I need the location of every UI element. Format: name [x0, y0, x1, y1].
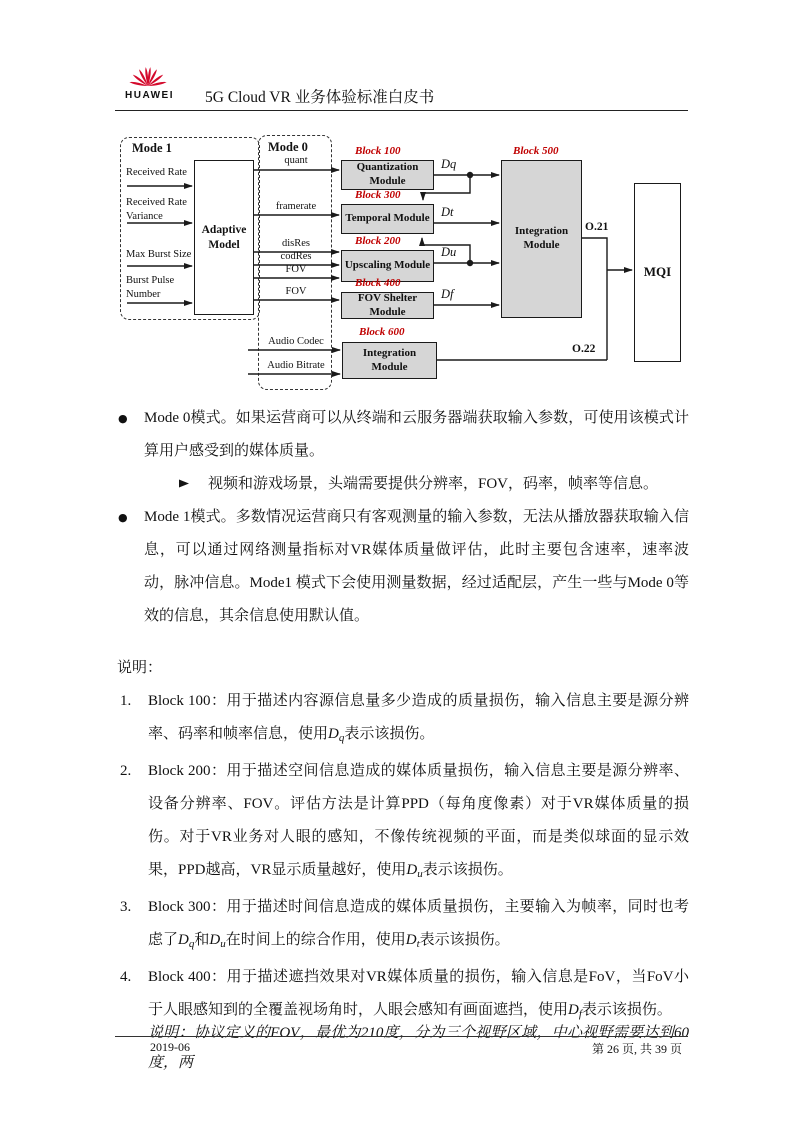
paragraph-text: Block 400：用于描述遮挡效果对VR媒体质量的损伤，输入信息是FoV，当FoV小于人眼感知到的全覆盖视场角时，人眼会感知有画面遮挡，使用$D_f$表示该损伤。 [148, 969, 689, 1020]
note-number: 3. [120, 899, 132, 915]
df-label: Df [441, 287, 454, 301]
note-number: 1. [120, 693, 132, 709]
signal-label: Audio Bitrate [267, 360, 325, 371]
block-600-label: Block 600 [359, 326, 405, 338]
note-number: 2. [120, 763, 132, 779]
paragraph-text: Block 300：用于描述时间信息造成的媒体质量损伤，主要输入为帧率，同时也考虑了$D_q$和$D_u$在时间上的综合作用，使用$D_t$表示该损伤。 [148, 899, 689, 950]
integration-module-box: Integration Module [501, 160, 582, 318]
note-item [115, 755, 689, 891]
signal-label: FOV [285, 264, 307, 275]
input-label: Burst Pulse Number [126, 275, 175, 301]
signal-label: disRes [281, 238, 310, 249]
arrow-bullet-icon [178, 469, 190, 502]
paragraph-text: Block 200：用于描述空间信息造成的媒体质量损伤，输入信息主要是源分辨率、设备分辨率、FOV。评估方法是计算PPD（每角度像素）对于VR媒体质量的损伤。对于VR业务对人眼的感知，不像传统视频的平面，而是类似球面的显示效果，PPD越高，VR显示质量越好，使用$D_u$表示该损伤。 [148, 763, 689, 880]
upscaling-module-box: Upscaling Module [341, 250, 434, 282]
sub-bullet-item [115, 468, 689, 501]
dt-label: Dt [441, 205, 454, 219]
footer-date: 2019-06 [150, 1040, 190, 1054]
fov-shelter-module-box: FOV Shelter Module [341, 292, 434, 319]
block-400-label: Block 400 [355, 277, 401, 289]
block-500-label: Block 500 [513, 145, 559, 157]
input-label: Max Burst Size [126, 249, 192, 260]
page-title: 5G Cloud VR 业务体验标准白皮书 [205, 89, 435, 106]
paragraph-text: Mode 0模式。如果运营商可以从终端和云服务器端获取输入参数，可使用该模式计算用户感受到的媒体质量。 [144, 410, 689, 459]
bullet-icon: ● [118, 412, 128, 425]
adaptive-model-box: Adaptive Model [194, 160, 254, 315]
footnote-text: 说明：协议定义的FOV，最优为210度，分为三个视野区域，中心视野需要达到60度，两 [148, 1025, 689, 1071]
body-text [115, 402, 689, 1078]
o22-label: O.22 [572, 343, 596, 355]
block-300-label: Block 300 [355, 189, 401, 201]
bullet-item [115, 501, 689, 633]
paragraph-text: 视频和游戏场景，头端需要提供分辨率，FOV，码率，帧率等信息。 [208, 476, 659, 492]
signal-label: Audio Codec [268, 336, 324, 347]
input-label: Received Rate Variance [126, 197, 187, 223]
footer-page-number: 第 26 页, 共 39 页 [591, 1042, 682, 1056]
note-item [115, 961, 689, 1031]
bullet-icon: ● [118, 511, 128, 524]
input-label: Received Rate [126, 167, 187, 178]
block-100-label: Block 100 [355, 145, 401, 157]
quantization-module-box: Quantization Module [341, 160, 434, 190]
du-label: Du [441, 245, 457, 259]
signal-label: quant [284, 155, 308, 166]
bullet-item [115, 402, 689, 468]
block-200-label: Block 200 [355, 235, 401, 247]
signal-label: framerate [275, 201, 317, 212]
note-item [115, 891, 689, 961]
audio-integration-module-box: Integration Module [342, 342, 437, 379]
paragraph-text: Block 100：用于描述内容源信息量多少造成的质量损伤，输入信息主要是源分辨率、码率和帧率信息，使用$D_q$表示该损伤。 [148, 693, 689, 744]
mode1-title: Mode 1 [132, 141, 172, 155]
mode0-title: Mode 0 [268, 140, 308, 154]
notes-list [115, 685, 689, 1031]
signal-label: FOV [285, 286, 307, 297]
signal-label: codRes [280, 251, 312, 262]
footer-divider [115, 1036, 688, 1037]
dq-label: Dq [441, 157, 457, 171]
o21-label: O.21 [585, 221, 609, 233]
brand-text: HUAWEI [125, 90, 174, 101]
temporal-module-box: Temporal Module [341, 204, 434, 234]
notes-title: 说明： [117, 660, 163, 676]
mqi-box: MQI [634, 183, 681, 362]
bullet-list [115, 402, 689, 633]
note-number: 4. [120, 969, 132, 985]
note-item [115, 685, 689, 755]
paragraph-text: Mode 1模式。多数情况运营商只有客观测量的输入参数，无法从播放器获取输入信息，可以通过网络测量指标对VR媒体质量做评估，此时主要包含速率，速率波动，脉冲信息。Mode1 模式下会使用测量数据，经过适配层，产生一些与Mode 0等效的信息，其余信息使用默认值。 [144, 509, 689, 624]
